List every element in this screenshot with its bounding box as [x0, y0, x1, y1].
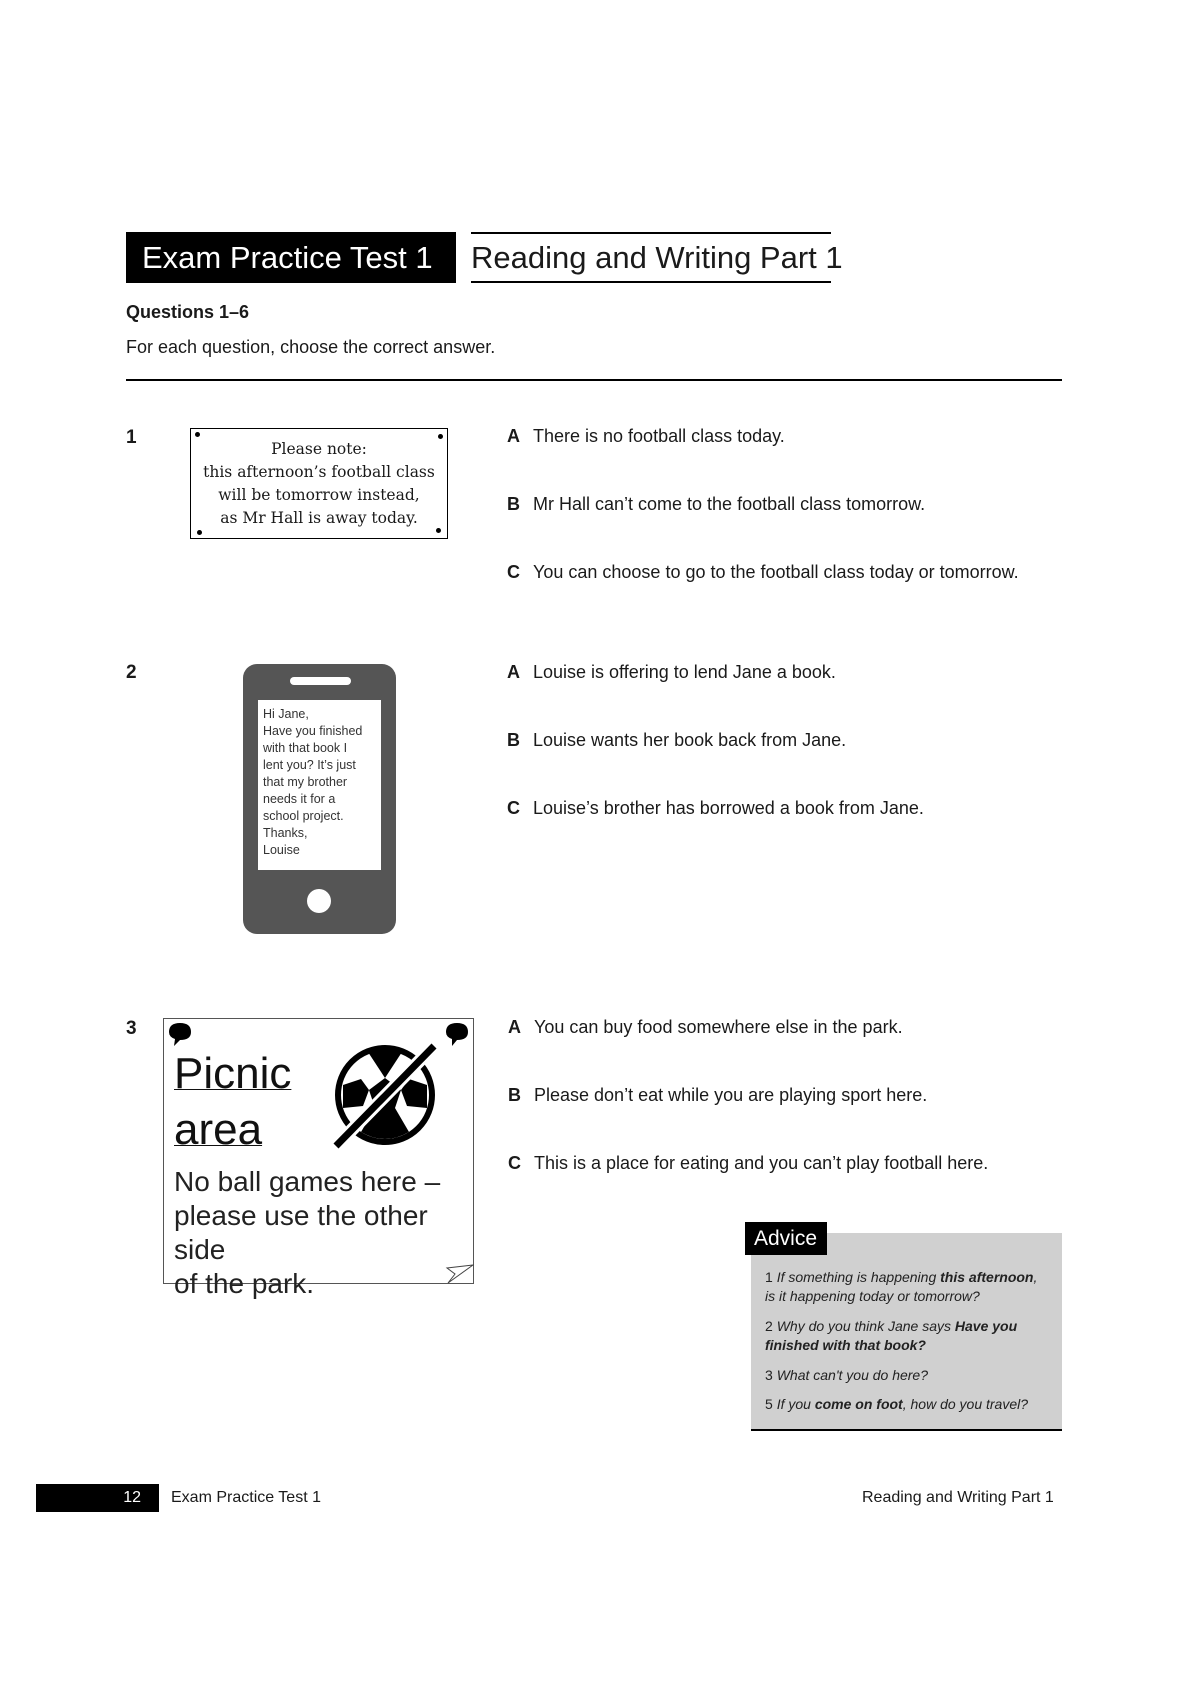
message-line: needs it for a	[263, 792, 336, 806]
sign-title-line: area	[174, 1105, 263, 1154]
notice-line: as Mr Hall is away today.	[220, 509, 418, 527]
option-text: Mr Hall can’t come to the football class tomorrow.	[533, 494, 926, 514]
message-line: that my brother	[263, 775, 348, 789]
answer-option[interactable]	[507, 662, 836, 683]
advice-item	[765, 1268, 1055, 1306]
advice-number: 1	[765, 1269, 773, 1285]
test-title: Exam Practice Test 1	[126, 232, 456, 283]
option-letter: C	[508, 1153, 521, 1173]
option-letter: B	[507, 494, 520, 514]
answer-option[interactable]	[507, 730, 846, 751]
footer-test-title: Exam Practice Test 1	[171, 1489, 321, 1506]
option-text: Please don’t eat while you are playing sport here.	[534, 1085, 928, 1105]
option-letter: A	[507, 426, 520, 446]
no-football-icon	[328, 1040, 438, 1150]
sign-title-line: Picnic	[174, 1049, 292, 1098]
notice-line: this afternoon’s football class	[203, 463, 435, 481]
option-letter: B	[507, 730, 520, 750]
option-letter: A	[507, 662, 520, 682]
advice-emphasis: this afternoon	[940, 1269, 1034, 1285]
advice-text: What can't you do here?	[776, 1367, 929, 1383]
advice-emphasis: finished with that book?	[765, 1337, 926, 1353]
message-line: Hi Jane,	[263, 707, 309, 721]
advice-emphasis: Have you	[954, 1318, 1018, 1334]
question-number: 3	[126, 1018, 137, 1039]
option-text: Louise’s brother has borrowed a book from Jane.	[533, 798, 924, 818]
answer-option[interactable]	[507, 494, 925, 515]
sign-text-line: No ball games here –	[174, 1166, 441, 1197]
notice-line: will be tomorrow instead,	[218, 486, 420, 504]
advice-text: is it happening today or tomorrow?	[765, 1288, 980, 1304]
message-line: Have you finished	[263, 724, 363, 738]
phone-home-button	[307, 889, 331, 913]
advice-text: If something is happening	[776, 1269, 941, 1285]
advice-item	[765, 1366, 1055, 1385]
sign-text-line: please use the other side	[174, 1200, 428, 1265]
option-text: Louise wants her book back from Jane.	[533, 730, 847, 750]
notice-sign	[190, 428, 448, 539]
advice-item	[765, 1395, 1055, 1414]
advice-text: , how do you travel?	[902, 1396, 1029, 1412]
advice-number: 2	[765, 1318, 773, 1334]
answer-option[interactable]	[508, 1153, 988, 1174]
phone-speaker	[290, 677, 351, 685]
advice-emphasis: come on foot	[814, 1396, 903, 1412]
questions-heading: Questions 1–6	[126, 302, 250, 322]
footer-part-title: Reading and Writing Part 1	[862, 1489, 1054, 1506]
option-letter: C	[507, 798, 520, 818]
question-number: 1	[126, 427, 137, 448]
advice-text: Why do you think Jane says	[776, 1318, 955, 1334]
sign-text	[174, 1165, 474, 1301]
message-line: Louise	[263, 843, 300, 857]
advice-number: 5	[765, 1396, 773, 1412]
pin-dot	[195, 432, 200, 437]
page-number: 12	[36, 1484, 159, 1512]
instruction-text: For each question, choose the correct answer.	[126, 337, 496, 357]
answer-option[interactable]	[507, 798, 924, 819]
answer-option[interactable]	[508, 1085, 927, 1106]
option-text: There is no football class today.	[533, 426, 785, 446]
advice-text: ,	[1033, 1269, 1038, 1285]
option-letter: A	[508, 1017, 521, 1037]
text-message	[258, 700, 381, 870]
divider	[126, 379, 1062, 381]
question-number: 2	[126, 662, 137, 683]
advice-item	[765, 1317, 1055, 1355]
message-line: with that book I	[263, 741, 348, 755]
advice-label: Advice	[745, 1222, 827, 1255]
pin-dot	[197, 530, 202, 535]
option-letter: C	[507, 562, 520, 582]
notice-line: Please note:	[271, 440, 367, 458]
answer-option[interactable]	[508, 1017, 903, 1038]
part-title: Reading and Writing Part 1	[471, 232, 831, 283]
message-line: lent you? It’s just	[263, 758, 356, 772]
advice-number: 3	[765, 1367, 773, 1383]
pin-dot	[438, 434, 443, 439]
option-letter: B	[508, 1085, 521, 1105]
message-line: Thanks,	[263, 826, 308, 840]
sign-text-line: of the park.	[174, 1268, 315, 1299]
option-text: You can choose to go to the football class today or tomorrow.	[533, 562, 1019, 582]
option-text: Louise is offering to lend Jane a book.	[533, 662, 836, 682]
answer-option[interactable]	[507, 426, 785, 447]
answer-option[interactable]	[507, 562, 1019, 583]
sign-title	[174, 1046, 291, 1158]
message-line: school project.	[263, 809, 344, 823]
option-text: This is a place for eating and you can’t play football here.	[534, 1153, 989, 1173]
option-text: You can buy food somewhere else in the park.	[534, 1017, 903, 1037]
pin-dot	[436, 528, 441, 533]
advice-text: If you	[776, 1396, 815, 1412]
